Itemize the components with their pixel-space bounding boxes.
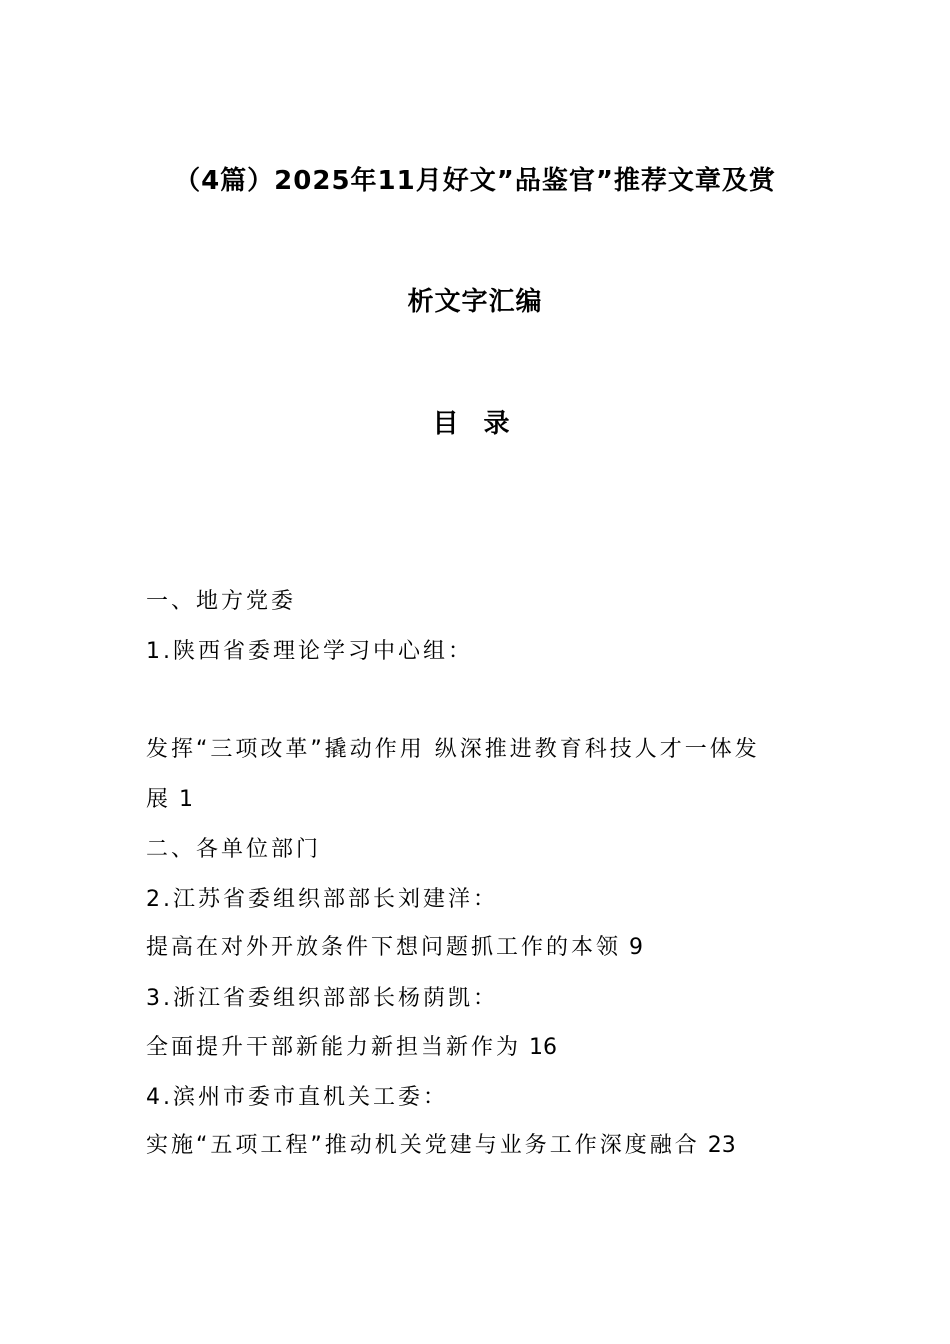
toc-item-4-line: [146, 1128, 736, 1159]
document-title-line-1: （4篇）2025年11月好文”品鉴官”推荐文章及赏: [174, 166, 776, 196]
toc-item-1-title-line-1: 发挥“三项改革”撬动作用 纵深推进教育科技人才一体发: [146, 737, 760, 762]
toc-item-3-author: 3.浙江省委组织部部长杨荫凯：: [146, 986, 498, 1011]
toc-item-3-line: [146, 1030, 557, 1061]
toc-item-2-author: 2.江苏省委组织部部长刘建洋：: [146, 887, 498, 912]
toc-item-3-page: 16: [529, 1035, 558, 1060]
toc-item-1-title-end: 展: [146, 787, 172, 812]
toc-item-4-author: 4.滨州市委市直机关工委：: [146, 1085, 448, 1110]
toc-item-4-page: 23: [707, 1133, 736, 1158]
toc-item-4-title: 实施“五项工程”推动机关党建与业务工作深度融合: [146, 1133, 700, 1158]
toc-item-3-title: 全面提升干部新能力新担当新作为: [146, 1035, 522, 1060]
toc-item-1-author: 1.陕西省委理论学习中心组：: [146, 639, 473, 664]
toc-item-1-title-line-2: [146, 782, 193, 813]
toc-item-2-page: 9: [629, 935, 644, 960]
toc-item-2-line: [146, 930, 643, 961]
document-title-line-2: 析文字汇编: [407, 287, 543, 317]
toc-item-1-page: 1: [179, 787, 194, 812]
toc-item-2-title: 提高在对外开放条件下想问题抓工作的本领: [146, 935, 622, 960]
toc-section-2: 二、各单位部门: [146, 837, 322, 862]
toc-section-1: 一、地方党委: [146, 589, 297, 614]
toc-heading: 目 录: [432, 409, 518, 439]
